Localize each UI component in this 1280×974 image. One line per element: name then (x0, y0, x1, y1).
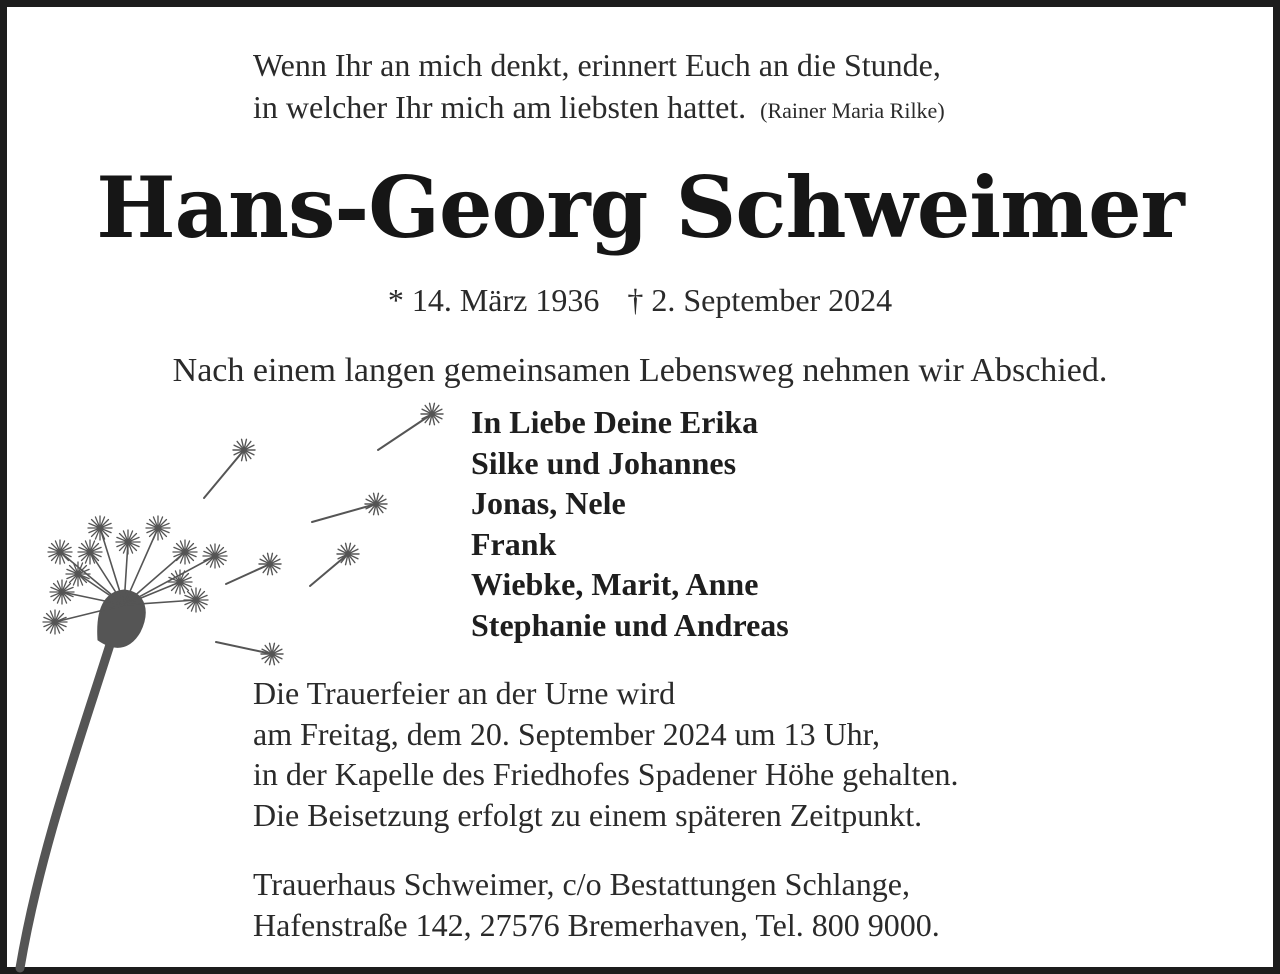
contact-line: Trauerhaus Schweimer, c/o Bestattungen Schlange, (253, 866, 910, 902)
quote-line-2-text: in welcher Ihr mich am liebsten hattet. (253, 89, 747, 125)
mourners-list (471, 402, 789, 645)
life-dates (0, 282, 1280, 319)
farewell-text: Nach einem langen gemeinsamen Lebensweg nehmen wir Abschied. (172, 352, 1108, 389)
quote-author: (Rainer Maria Rilke) (760, 98, 945, 123)
ceremony-line: Die Beisetzung erfolgt zu einem späteren Zeitpunkt. (253, 796, 923, 833)
mourner-line: Silke und Johannes (471, 444, 737, 481)
mourner-line: In Liebe Deine Erika (471, 404, 759, 440)
death-date: † 2. September 2024 (627, 282, 893, 318)
ceremony-line: Die Trauerfeier an der Urne wird (253, 675, 676, 711)
mourner-line: Frank (471, 525, 557, 562)
deceased-name: Hans-Georg Schweimer (96, 158, 1184, 257)
contact-line: Hafenstraße 142, 27576 Bremerhaven, Tel. 800 9000. (253, 906, 940, 943)
quote-line-1: Wenn Ihr an mich denkt, erinnert Euch an die Stunde, (253, 47, 941, 83)
ceremony-info (253, 673, 959, 835)
mourner-line: Stephanie und Andreas (471, 606, 789, 643)
ceremony-line: am Freitag, dem 20. September 2024 um 13 Uhr, (253, 715, 881, 752)
mourner-line: Jonas, Nele (471, 485, 626, 521)
quote-line-2 (253, 86, 945, 132)
birth-date: * 14. März 1936 (387, 282, 600, 318)
contact-info (253, 864, 940, 945)
mourner-line: Wiebke, Marit, Anne (471, 566, 759, 602)
ceremony-line: in der Kapelle des Friedhofes Spadener Höhe gehalten. (253, 756, 959, 792)
quote (253, 44, 945, 132)
